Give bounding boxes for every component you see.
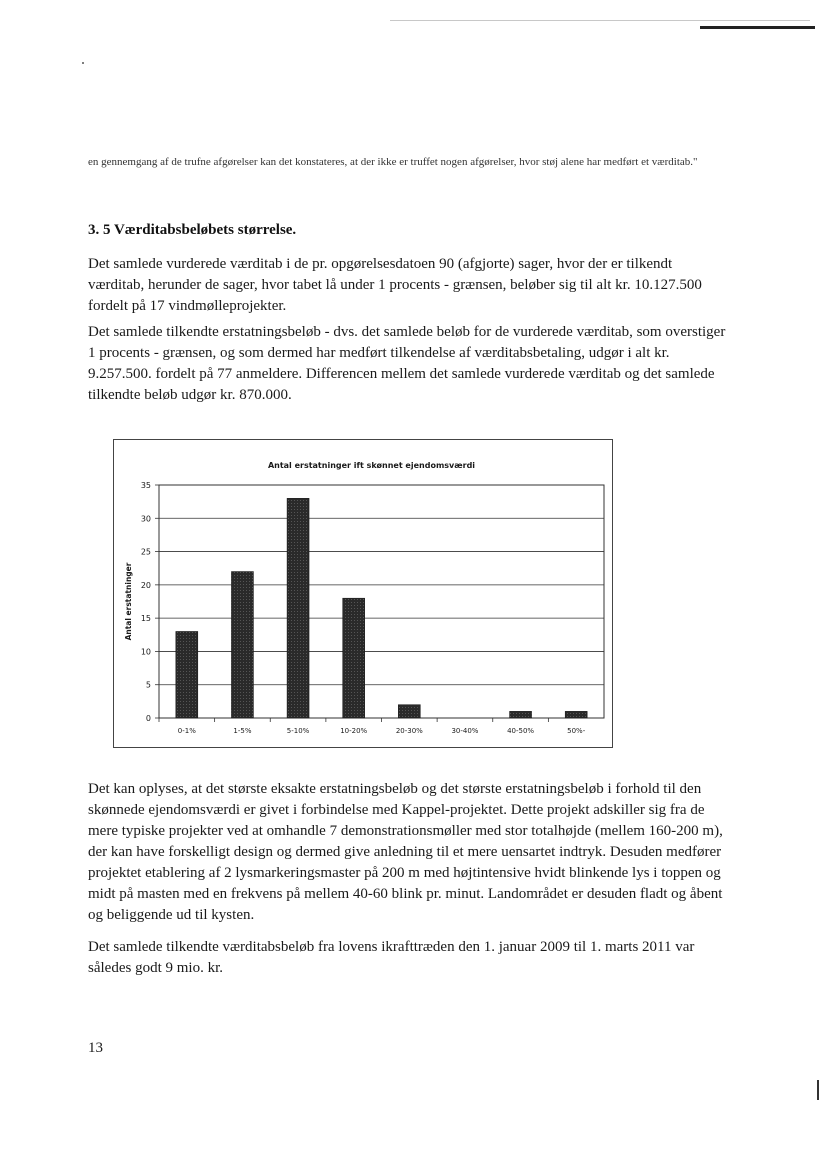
plot-area — [159, 485, 604, 718]
paragraph-total-valuation: Det samlede vurderede værditab i de pr. opgørelsesdatoen 90 (afgjorte) sager, hvor der er tilkendt værditab, herunder de sager, hvor tabet lå under 1 procents - grænsen, beløber sig til alt kr. 10.127.500 fordelt på 17 vindmølleprojekter. — [88, 256, 702, 314]
y-tick-label: 35 — [140, 481, 151, 490]
scan-speck — [82, 62, 84, 64]
paragraph-kappel-project: Det kan oplyses, at det største eksakte erstatningsbeløb og det største erstatningsbeløb i forhold til den skønnede ejendomsværdi er givet i forbindelse med Kappel-projektet. Dette projekt adskiller sig fra de mere typiske projekter ved at omhandle 7 demonstrationsmøller med stor totalhøjde (mellem 160-200 m), der kan have forskelligt design og dermed give anledning til et mere uensartet indtryk. Desuden medfører projektet etablering af 2 lysmarkeringsmaster på 200 m med højtintensive hvidt blinkende lys i toppen og midt på masten med en frekvens på mellem 40-60 blink pr. minut. Landområdet er desuden fladt og åbent og beliggende ud til kysten. — [88, 781, 723, 923]
y-tick-label: 20 — [140, 580, 151, 590]
bar-40-50% — [510, 711, 532, 718]
y-tick-label: 15 — [140, 614, 151, 624]
bar-10-20% — [343, 598, 365, 718]
paragraph-total-summary: Det samlede tilkendte værditabsbeløb fra lovens ikrafttræden den 1. januar 2009 til 1. marts 2011 var således godt 9 mio. kr. — [88, 939, 695, 976]
x-tick-label: 1-5% — [233, 727, 252, 735]
y-tick-label: 5 — [145, 680, 151, 690]
header-rule — [390, 20, 810, 21]
x-tick-label: 20-30% — [395, 727, 423, 735]
x-tick-label: 40-50% — [507, 727, 535, 735]
x-tick-label: 30-40% — [451, 727, 479, 735]
y-axis-label: Antal erstatninger — [124, 562, 133, 641]
chart-title: Antal erstatninger ift skønnet ejendomsværdi — [267, 461, 476, 470]
y-tick-label: 0 — [145, 714, 151, 723]
y-tick-label: 25 — [140, 547, 151, 557]
section-heading: 3. 5 Værditabsbeløbets størrelse. — [88, 222, 297, 238]
bar-chart — [114, 440, 612, 747]
quote-text: en gennemgang af de trufne afgørelser kan det konstateres, at der ikke er truffet nogen afgørelser, hvor støj alene har medført et værditab." — [88, 156, 698, 168]
bar-50%- — [565, 711, 587, 718]
bar-1-5% — [231, 572, 253, 718]
margin-mark — [817, 1080, 819, 1100]
y-tick-label: 30 — [140, 514, 151, 524]
page-number: 13 — [88, 1040, 103, 1056]
chart-frame — [113, 439, 613, 748]
y-tick-label: 10 — [140, 647, 151, 657]
x-tick-label: 50%- — [567, 727, 586, 735]
x-tick-label: 5-10% — [286, 727, 310, 735]
paragraph-total-compensation: Det samlede tilkendte erstatningsbeløb - dvs. det samlede beløb for de vurderede værditab, som overstiger 1 procents - grænsen, og som dermed har medført tilkendelse af værditabsbetaling, udgør i alt kr. 9.257.500. fordelt på 77 anmeldere. Differencen mellem det samlede vurderede værditab og det samlede tilkendte beløb udgør kr. 870.000. — [88, 324, 726, 403]
x-tick-label: 0-1% — [177, 727, 196, 735]
x-tick-label: 10-20% — [340, 727, 368, 735]
bar-5-10% — [287, 498, 309, 718]
header-rule-thick — [700, 26, 815, 29]
bar-0-1% — [176, 631, 198, 718]
bar-20-30% — [398, 705, 420, 718]
